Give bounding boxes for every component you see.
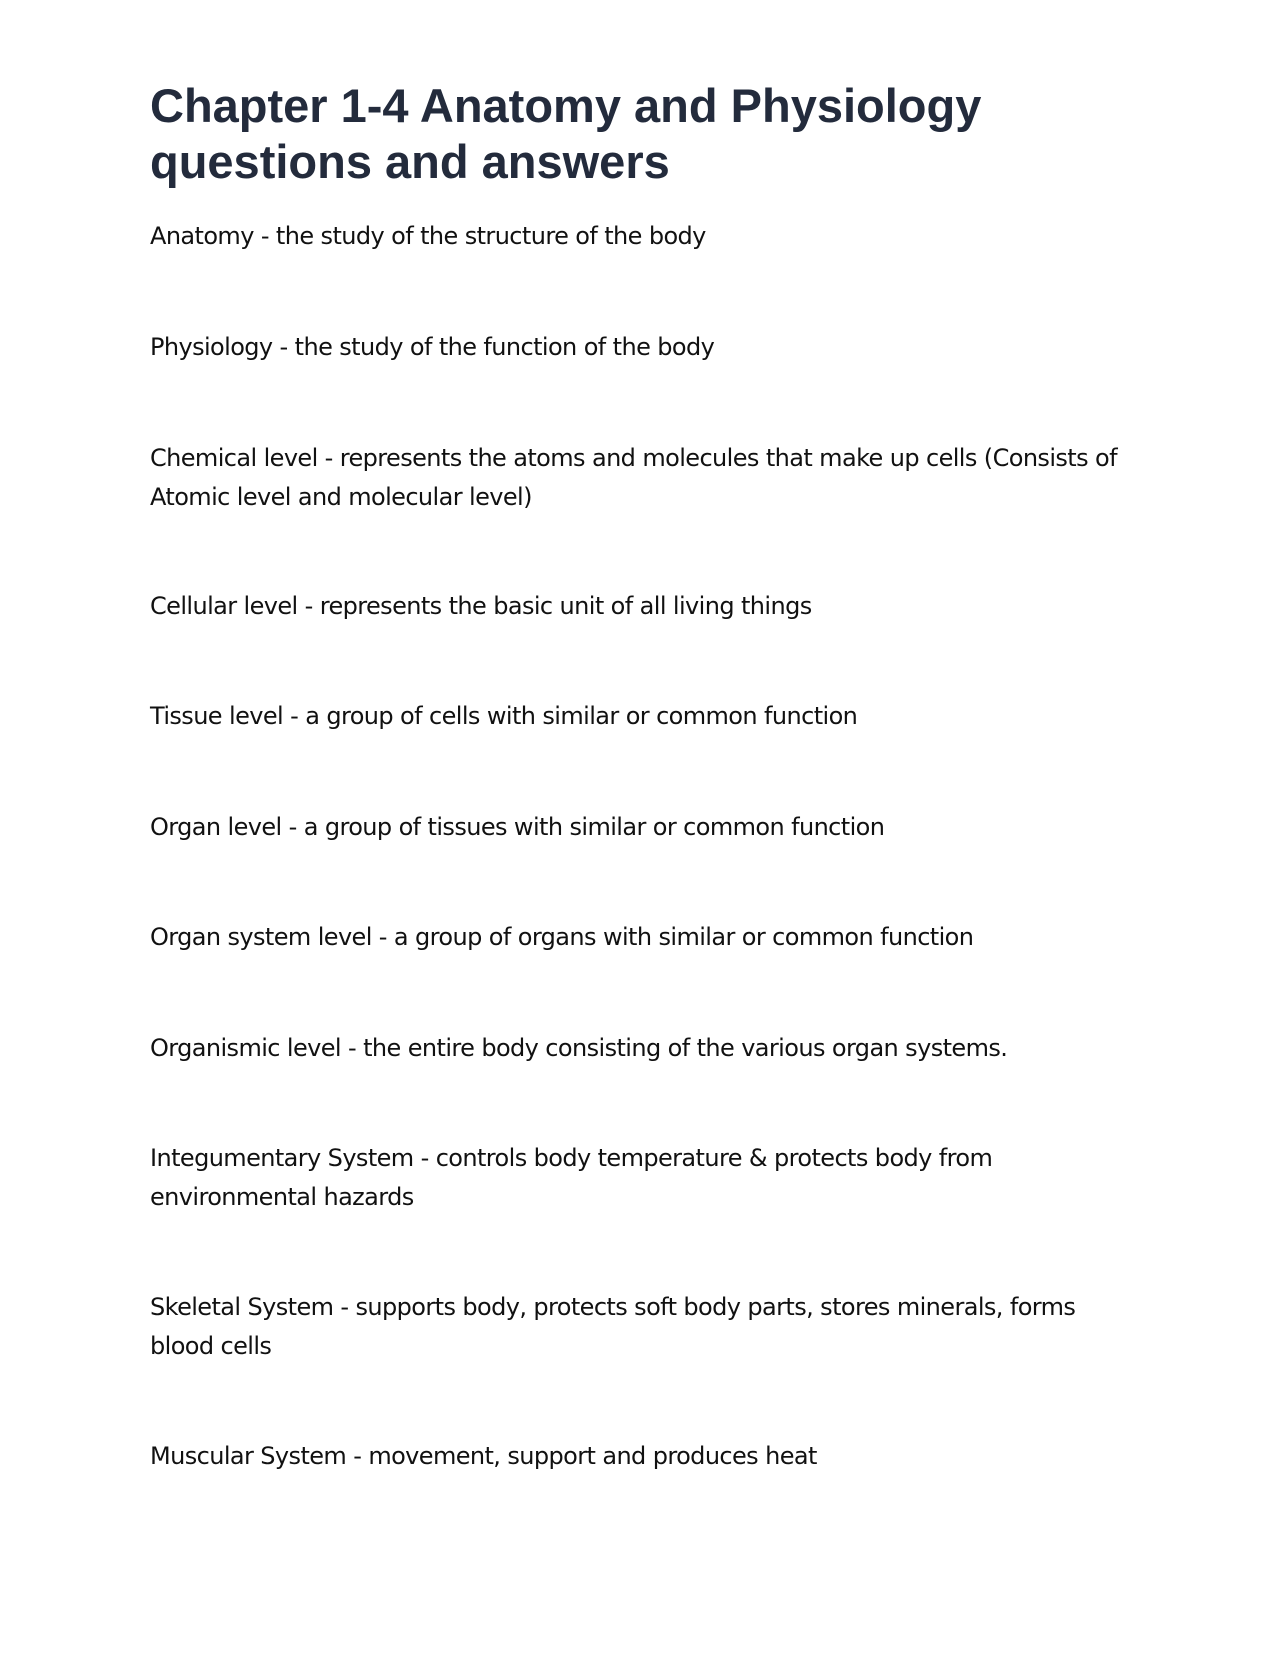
definition-anatomy: Anatomy - the study of the structure of the body	[150, 222, 706, 250]
definition-organ-system-level: Organ system level - a group of organs with similar or common function	[150, 923, 974, 951]
definition-tissue-level: Tissue level - a group of cells with similar or common function	[150, 702, 858, 730]
definition-chemical-level: Chemical level - represents the atoms and molecules that make up cells (Consists of Atomic level and molecular level)	[150, 444, 1117, 511]
definition-cellular-level: Cellular level - represents the basic unit of all living things	[150, 592, 812, 620]
definition-organ-level: Organ level - a group of tissues with similar or common function	[150, 813, 885, 841]
definition-physiology: Physiology - the study of the function of the body	[150, 333, 715, 361]
definition-skeletal-system: Skeletal System - supports body, protects soft body parts, stores minerals, forms blood cells	[150, 1293, 1076, 1360]
page-title: Chapter 1-4 Anatomy and Physiology questions and answers	[150, 79, 982, 188]
definition-integumentary-system: Integumentary System - controls body temperature & protects body from environmental hazards	[150, 1144, 993, 1211]
definition-organismic-level: Organismic level - the entire body consisting of the various organ systems.	[150, 1034, 1008, 1062]
definition-muscular-system: Muscular System - movement, support and produces heat	[150, 1442, 817, 1470]
